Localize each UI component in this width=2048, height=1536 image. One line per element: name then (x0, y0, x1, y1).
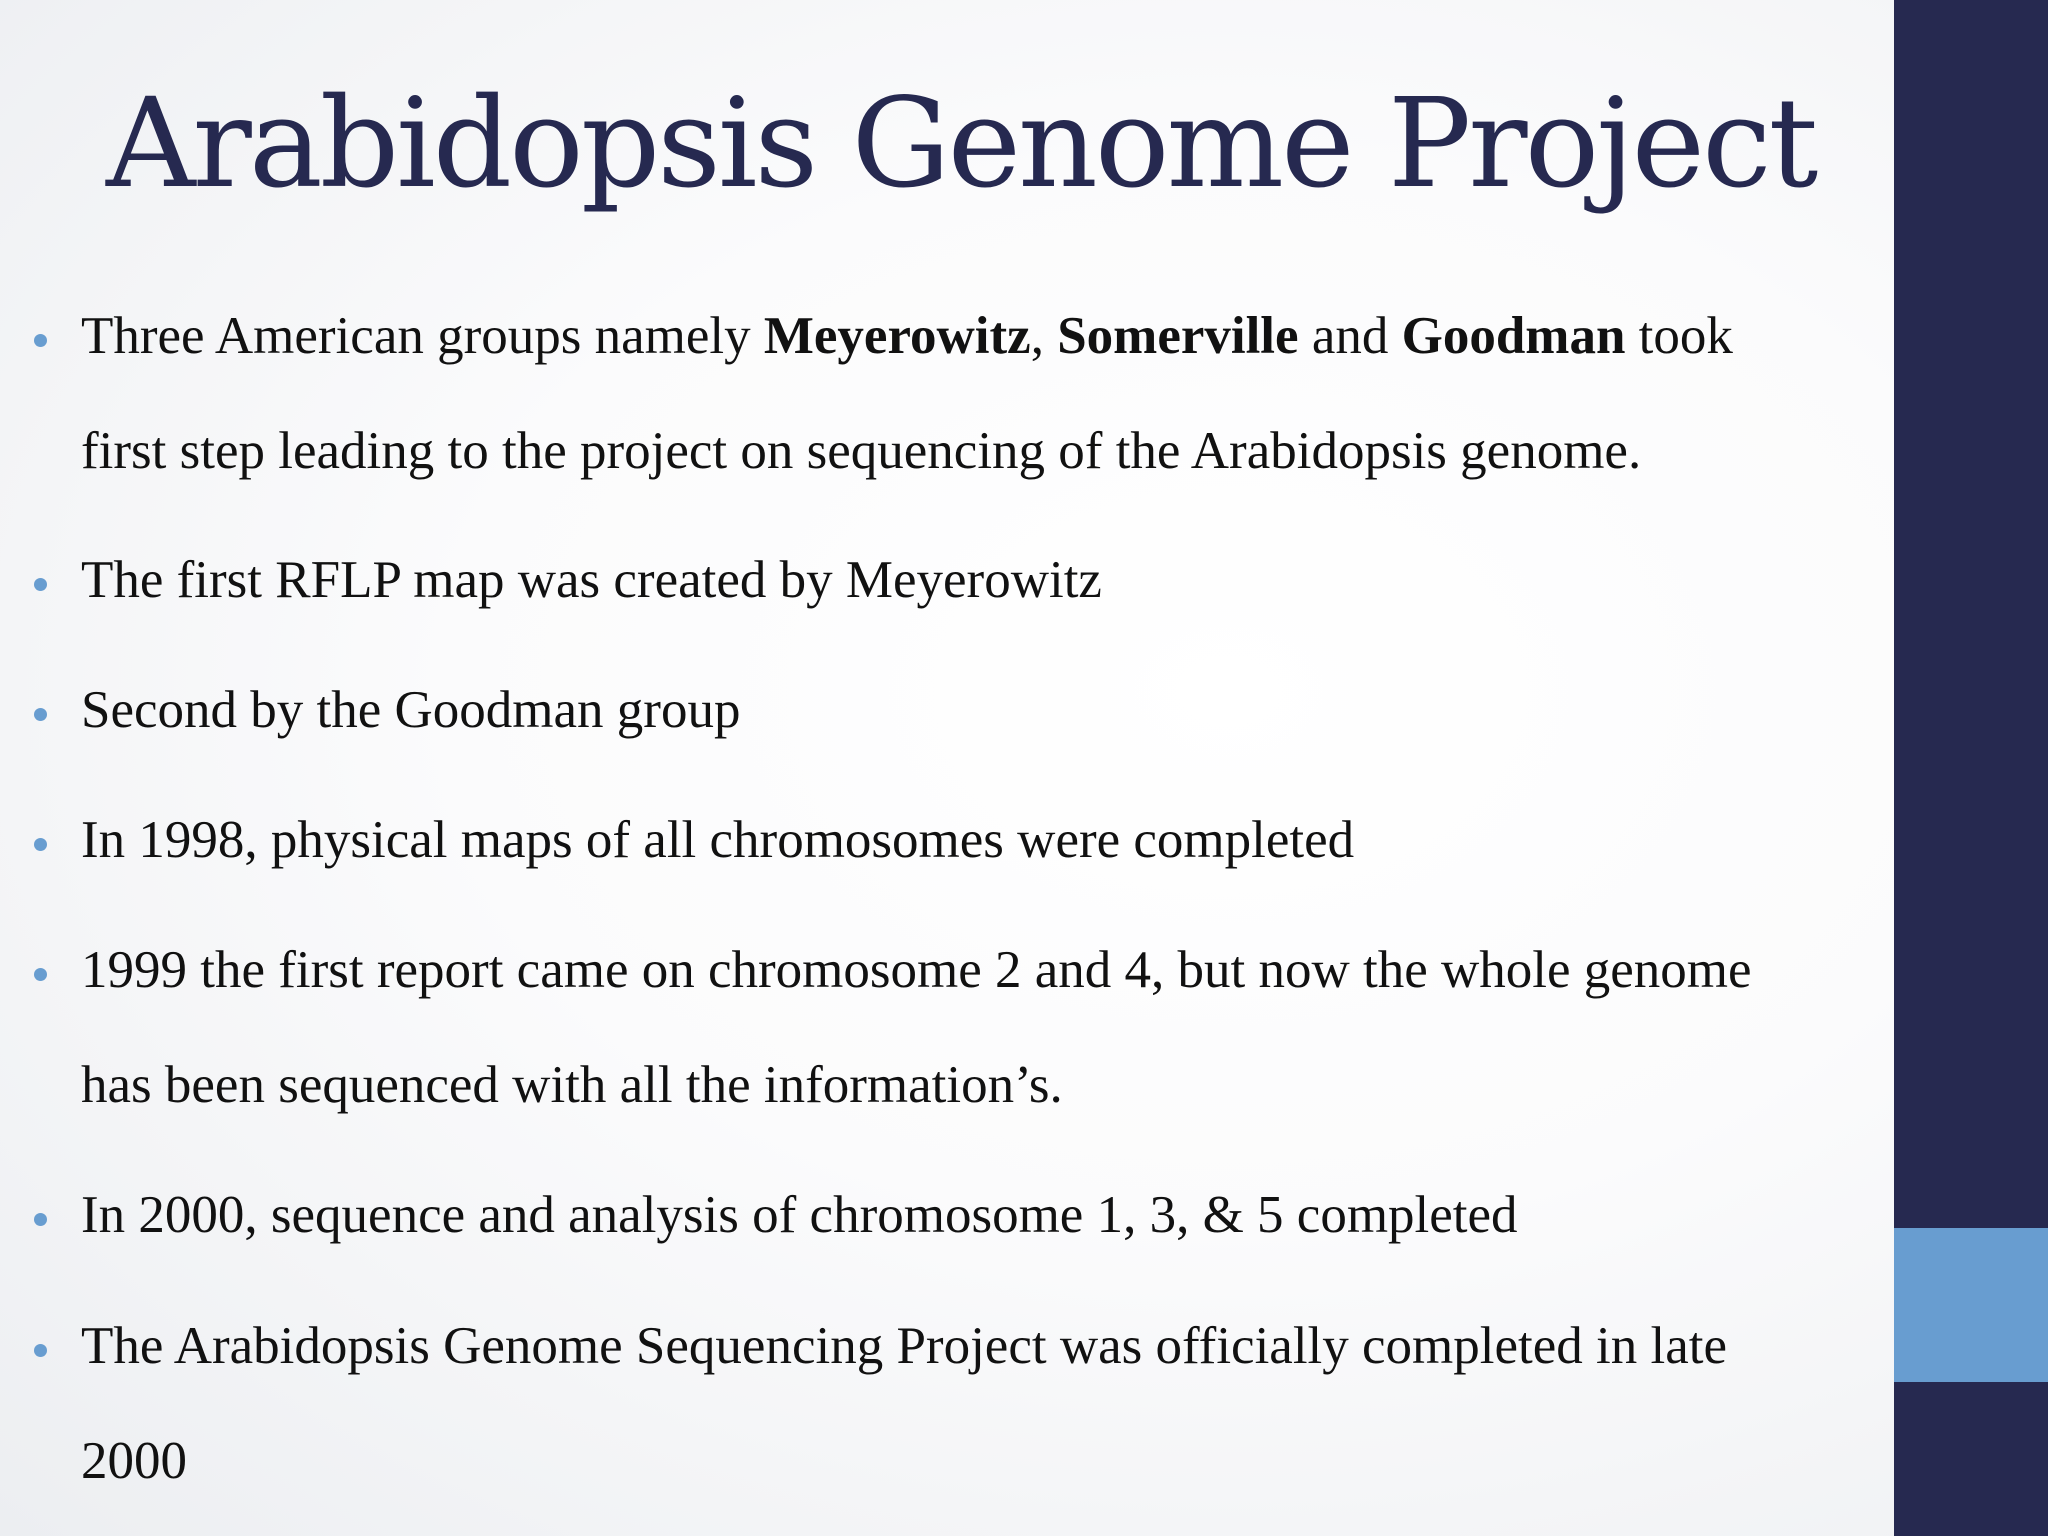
bullet-text: Three American groups namely (81, 307, 764, 365)
bullet-dot-icon (34, 334, 47, 347)
bullet-dot-icon (34, 708, 47, 721)
bullet-dot-icon (34, 838, 47, 851)
sidebar-accent-block (1894, 1228, 2048, 1382)
bullet-line: The first RFLP map was created by Meyerowitz (81, 551, 1102, 609)
bullet-bold-text: Somerville (1057, 307, 1299, 365)
bullet-text: , (1030, 307, 1058, 365)
bullet-line: The Arabidopsis Genome Sequencing Project was officially completed in late (81, 1317, 1728, 1375)
bullet-line: In 1998, physical maps of all chromosomes were completed (81, 811, 1355, 869)
bullet-dot-icon (34, 1213, 47, 1226)
bullet-text: and (1298, 307, 1402, 365)
bullet-dot-icon (34, 578, 47, 591)
bullet-line (81, 306, 1733, 366)
bullet-bold-text: Goodman (1401, 307, 1626, 365)
bullet-line: In 2000, sequence and analysis of chromosome 1, 3, & 5 completed (81, 1186, 1518, 1244)
bullet-line: 2000 (81, 1432, 187, 1490)
bullet-line: has been sequenced with all the information’s. (81, 1056, 1063, 1114)
bullet-dot-icon (34, 968, 47, 981)
bullet-bold-text: Meyerowitz (763, 307, 1031, 365)
bullet-line: Second by the Goodman group (81, 681, 741, 739)
slide-title: Arabidopsis Genome Project (106, 72, 1816, 216)
bullet-line: 1999 the first report came on chromosome 2 and 4, but now the whole genome (81, 941, 1752, 999)
bullet-text: took (1625, 307, 1733, 365)
bullet-line: first step leading to the project on sequencing of the Arabidopsis genome. (81, 422, 1642, 480)
bullet-dot-icon (34, 1344, 47, 1357)
